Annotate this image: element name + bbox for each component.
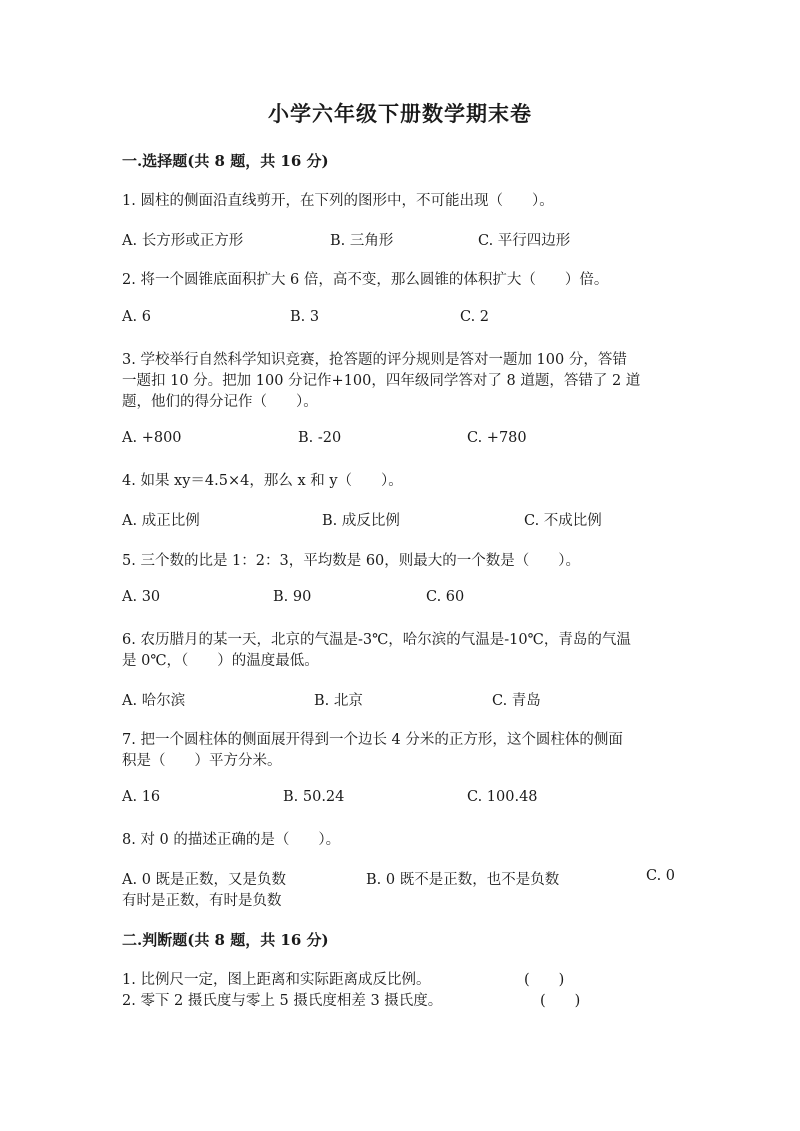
question-8-option-b: B. 0 既不是正数，也不是负数 <box>366 872 560 888</box>
question-4-option-a: A. 成正比例 <box>122 513 200 529</box>
question-7-option-c: C. 100.48 <box>467 789 538 805</box>
question-1-text: 1. 圆柱的侧面沿直线剪开，在下列的图形中，不可能出现（ ）。 <box>122 193 554 209</box>
question-7-text-line-2: 积是（ ）平方分米。 <box>122 753 282 769</box>
question-7-text-line-1: 7. 把一个圆柱体的侧面展开得到一个边长 4 分米的正方形，这个圆柱体的侧面 <box>122 732 623 748</box>
question-1-option-a: A. 长方形或正方形 <box>122 233 244 249</box>
question-3-option-a: A. +800 <box>122 430 182 446</box>
question-8-option-c-continued: 有时是正数，有时是负数 <box>122 893 282 909</box>
question-3-option-c: C. +780 <box>467 430 527 446</box>
judgement-1-text: 1. 比例尺一定，图上距离和实际距离成反比例。 <box>122 972 431 988</box>
question-6-text-line-1: 6. 农历腊月的某一天，北京的气温是-3℃，哈尔滨的气温是-10℃，青岛的气温 <box>122 632 631 648</box>
question-2-option-b: B. 3 <box>290 309 320 325</box>
question-3-text-line-3: 题，他们的得分记作（ ）。 <box>122 394 318 410</box>
question-2-option-a: A. 6 <box>122 309 151 325</box>
question-7-option-a: A. 16 <box>122 789 161 805</box>
question-8-option-c: C. 0 <box>646 868 676 884</box>
question-3-option-b: B. -20 <box>298 430 342 446</box>
page-title: 小学六年级下册数学期末卷 <box>268 101 532 126</box>
question-6-option-c: C. 青岛 <box>492 693 541 709</box>
question-1-option-c: C. 平行四边形 <box>478 233 571 249</box>
question-7-option-b: B. 50.24 <box>283 789 345 805</box>
judgement-2-blank: ( ) <box>540 993 581 1009</box>
section-heading-choice: 一.选择题(共 8 题，共 16 分) <box>122 152 329 170</box>
question-2-text: 2. 将一个圆锥底面积扩大 6 倍，高不变，那么圆锥的体积扩大（ ）倍。 <box>122 272 609 288</box>
question-4-option-c: C. 不成比例 <box>524 513 602 529</box>
question-5-option-b: B. 90 <box>273 589 312 605</box>
section-heading-true-false: 二.判断题(共 8 题，共 16 分) <box>122 931 329 949</box>
question-1-option-b: B. 三角形 <box>330 233 394 249</box>
question-3-text-line-2: 一题扣 10 分。把加 100 分记作+100，四年级同学答对了 8 道题，答错了 2 道 <box>122 373 641 389</box>
question-5-option-a: A. 30 <box>122 589 161 605</box>
question-6-option-a: A. 哈尔滨 <box>122 693 186 709</box>
question-4-text: 4. 如果 xy＝4.5×4，那么 x 和 y（ ）。 <box>122 473 403 489</box>
question-3-text-line-1: 3. 学校举行自然科学知识竞赛，抢答题的评分规则是答对一题加 100 分，答错 <box>122 352 627 368</box>
question-8-option-a: A. 0 既是正数，又是负数 <box>122 872 287 888</box>
question-4-option-b: B. 成反比例 <box>322 513 400 529</box>
judgement-2-text: 2. 零下 2 摄氏度与零上 5 摄氏度相差 3 摄氏度。 <box>122 993 443 1009</box>
question-2-option-c: C. 2 <box>460 309 490 325</box>
question-6-text-line-2: 是 0℃，（ ）的温度最低。 <box>122 653 319 669</box>
question-5-text: 5. 三个数的比是 1：2：3，平均数是 60，则最大的一个数是（ ）。 <box>122 553 581 569</box>
question-6-option-b: B. 北京 <box>314 693 363 709</box>
question-8-text: 8. 对 0 的描述正确的是（ ）。 <box>122 832 341 848</box>
question-5-option-c: C. 60 <box>426 589 465 605</box>
judgement-1-blank: ( ) <box>524 972 565 988</box>
